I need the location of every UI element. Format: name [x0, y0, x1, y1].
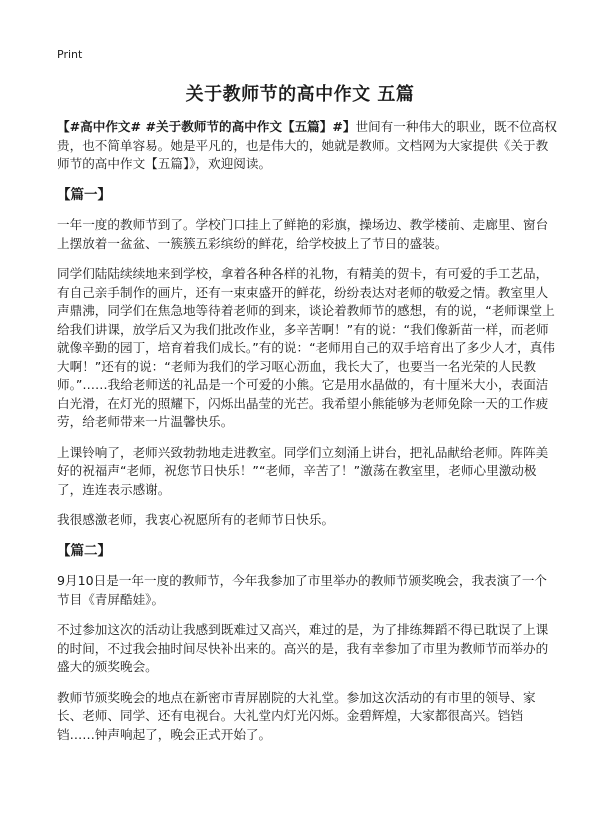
print-link[interactable]: Print: [57, 48, 83, 61]
intro-tags: 【#高中作文# #关于教师节的高中作文【五篇】#】: [57, 119, 356, 134]
section1-paragraph-2: 同学们陆陆续续地来到学校，拿着各种各样的礼物，有精美的贺卡，有可爱的手工艺品，有自己亲手制作的画片，还有一束束盛开的鲜花，纷纷表达对老师的敬爱之情。教室里人声鼎沸，同学们在焦急地等待着老师的到来，谈论着教师节的感想，有的说，“老师课堂上给我们讲课，放学后又为我们批改作业，多辛苦啊！”有的说：“我们像新苗一样，而老师就像辛勤的园丁，培育着我们成长。”有的说：“老师用自己的双手培育出了多少人才，真伟大啊！”还有的说：“老师为我们的学习呕心沥血，我长大了，也要当一名光荣的人民教师。”……我给老师送的礼品是一个可爱的小熊。它是用水晶做的，有十厘米大小，表面洁白光滑，在灯光的照耀下，闪烁出晶莹的光芒。我希望小熊能够为老师免除一天的工作疲劳，给老师带来一片温馨快乐。: [57, 266, 555, 429]
section-heading-2: 【篇二】: [57, 542, 111, 559]
section1-paragraph-4: 我很感激老师，我衷心祝愿所有的老师节日快乐。: [57, 512, 335, 527]
section2-paragraph-1: 9月10日是一年一度的教师节，今年我参加了市里举办的教师节颁奖晚会，我表演了一个节目《青屏酷娃》。: [57, 573, 548, 607]
section1-paragraph-1: 一年一度的教师节到了。学校门口挂上了鲜艳的彩旗，操场边、教学楼前、走廊里、窗台上摆放着一盆盆、一簇簇五彩缤纷的鲜花，给学校披上了节日的盛装。: [57, 217, 549, 251]
intro-paragraph: [57, 118, 557, 174]
section1-paragraph-3: 上课铃响了，老师兴致勃勃地走进教室。同学们立刻涌上讲台，把礼品献给老师。阵阵美好的祝福声“老师，祝您节日快乐！”“老师，辛苦了！”激荡在教室里，老师心里激动极了，连连表示感谢。: [57, 444, 549, 497]
document-body: [57, 118, 557, 756]
section-heading-1: 【篇一】: [57, 186, 111, 203]
section2-paragraph-3: 教师节颁奖晚会的地点在新密市青屏剧院的大礼堂。参加这次活动的有市里的领导、家长、老师、同学、还有电视台。大礼堂内灯光闪烁。金碧辉煌，大家都很高兴。铛铛铛……钟声响起了，晚会正式开始了。: [57, 689, 536, 742]
intro-text: 世间有一种伟大的职业，既不位高权贵，也不简单容易。她是平凡的，也是伟大的，她就是教师。文档网为大家提供《关于教师节的高中作文【五篇】》，欢迎阅读。: [57, 119, 557, 171]
section2-paragraph-2: 不过参加这次的活动让我感到既难过又高兴，难过的是，为了排练舞蹈不得已耽误了上课的时间，不过我会抽时间尽快补出来的。高兴的是，我有幸参加了市里为教师节而举办的盛大的颁奖晚会。: [57, 622, 549, 674]
document-title: 关于教师节的高中作文 五篇: [185, 84, 415, 105]
